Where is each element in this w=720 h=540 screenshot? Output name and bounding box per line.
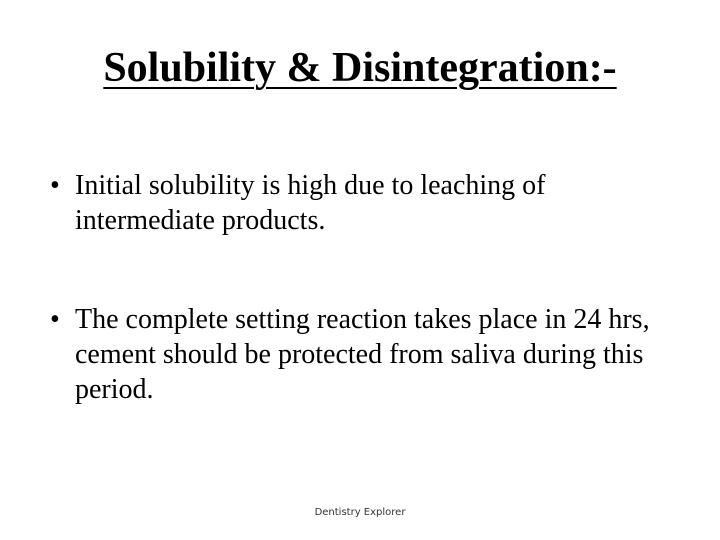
bullet-item — [50, 302, 690, 407]
slide-footer: Dentistry Explorer — [314, 507, 406, 518]
slide-title: Solubility & Disintegration:- — [103, 45, 617, 91]
bullet-icon: • — [50, 304, 60, 335]
bullet-text: The complete setting reaction takes place in 24 hrs, cement should be protected from saliva during this period. — [75, 304, 650, 405]
bullet-text: Initial solubility is high due to leaching of intermediate products. — [75, 170, 546, 236]
bullet-item — [50, 168, 690, 238]
bullet-list — [50, 168, 690, 407]
bullet-icon: • — [50, 170, 60, 201]
